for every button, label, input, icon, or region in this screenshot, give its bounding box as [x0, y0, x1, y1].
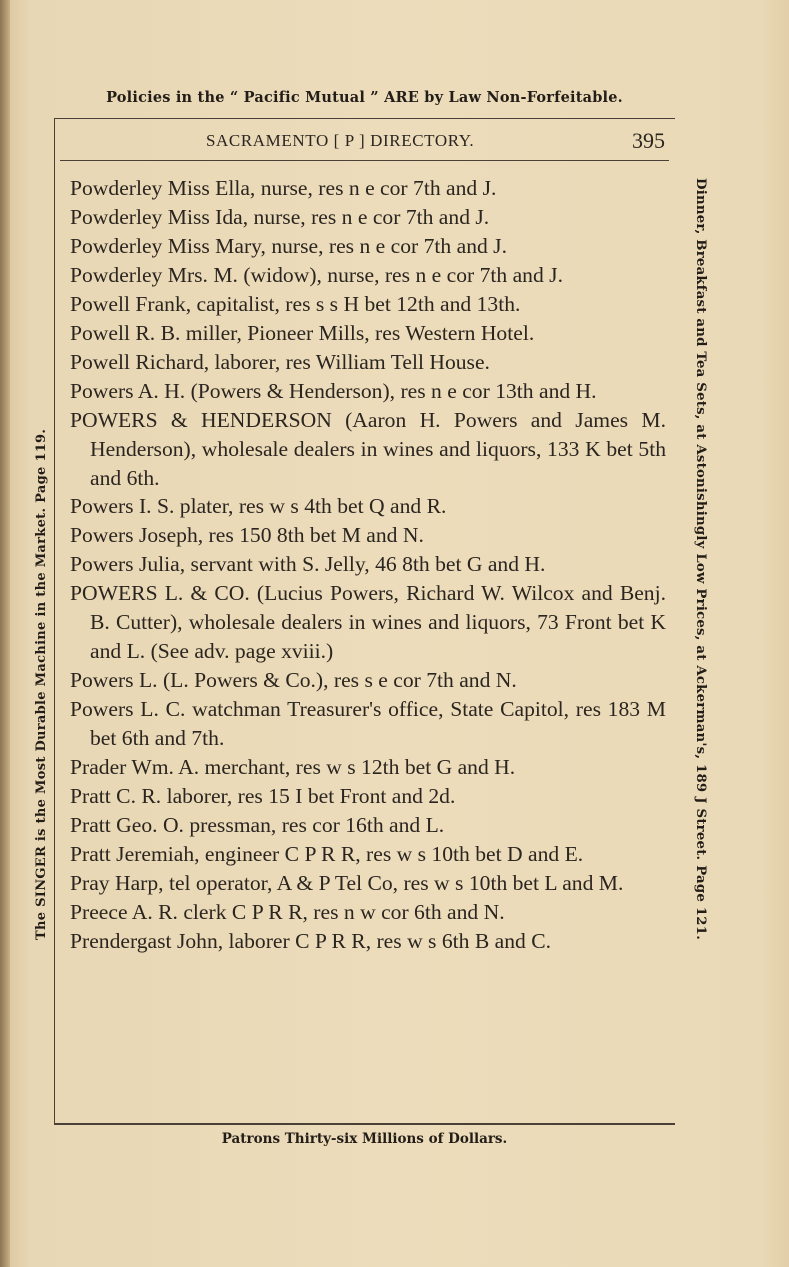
directory-entry: Powers I. S. plater, res w s 4th bet Q and R.	[70, 494, 447, 519]
directory-entry: Pray Harp, tel operator, A & P Tel Co, res w s 10th bet L and M.	[70, 870, 624, 895]
directory-entry: Powell Frank, capitalist, res s s H bet 12th and 13th.	[70, 291, 521, 316]
running-title: SACRAMENTO [ P ] DIRECTORY.	[206, 131, 475, 150]
directory-entry: Powderley Mrs. M. (widow), nurse, res n e cor 7th and J.	[70, 262, 563, 287]
directory-entry: Powell R. B. miller, Pioneer Mills, res Western Hotel.	[70, 320, 535, 345]
bottom-advertisement-banner: Patrons Thirty-six Millions of Dollars.	[221, 1131, 508, 1147]
directory-entry: Powers L. C. watchman Treasurer's office, State Capitol, res 183 M bet 6th and 7th.	[70, 697, 666, 751]
book-binding-edge	[0, 0, 10, 1267]
directory-entry: Powers Julia, servant with S. Jelly, 46 8th bet G and H.	[70, 552, 546, 577]
directory-entry: Prendergast John, laborer C P R R, res w s 6th B and C.	[70, 928, 552, 953]
directory-entries	[70, 160, 666, 956]
directory-entry: Preece A. R. clerk C P R R, res n w cor 6th and N.	[70, 899, 505, 924]
left-margin-advertisement: The SINGER is the Most Durable Machine in the Market. Page 119.	[34, 428, 49, 940]
directory-entry: POWERS & HENDERSON (Aaron H. Powers and James M. Henderson), wholesale dealers in wines and liquors, 133 K bet 5th and 6th.	[70, 407, 666, 490]
directory-entry: Powderley Miss Mary, nurse, res n e cor 7th and J.	[70, 233, 507, 258]
directory-entry: Prader Wm. A. merchant, res w s 12th bet G and H.	[70, 755, 516, 780]
right-margin-advertisement: Dinner, Breakfast and Tea Sets, at Astonishingly Low Prices, at Ackerman's, 189 J Street. Page 121.	[693, 178, 708, 941]
directory-entry: Powers Joseph, res 150 8th bet M and N.	[70, 523, 424, 548]
directory-entry: Powderley Miss Ella, nurse, res n e cor 7th and J.	[70, 176, 497, 200]
directory-entry: Powers A. H. (Powers & Henderson), res n e cor 13th and H.	[70, 378, 597, 403]
directory-entry: Powers L. (L. Powers & Co.), res s e cor 7th and N.	[70, 668, 517, 693]
directory-entry: Pratt C. R. laborer, res 15 I bet Front and 2d.	[70, 784, 456, 809]
directory-entry: POWERS L. & CO. (Lucius Powers, Richard W. Wilcox and Benj. B. Cutter), wholesale dealers in wines and liquors, 73 Front bet K and L. (See adv. page xviii.)	[70, 581, 666, 664]
directory-entry: Powderley Miss Ida, nurse, res n e cor 7th and J.	[70, 204, 490, 229]
directory-entry: Powell Richard, laborer, res William Tell House.	[70, 349, 490, 374]
top-advertisement-banner: Policies in the “ Pacific Mutual ” ARE by Law Non-Forfeitable.	[106, 89, 623, 106]
page-number: 395	[632, 128, 665, 153]
directory-entry: Pratt Jeremiah, engineer C P R R, res w s 10th bet D and E.	[70, 841, 584, 866]
directory-entry: Pratt Geo. O. pressman, res cor 16th and L.	[70, 812, 445, 837]
page-header	[54, 122, 675, 160]
